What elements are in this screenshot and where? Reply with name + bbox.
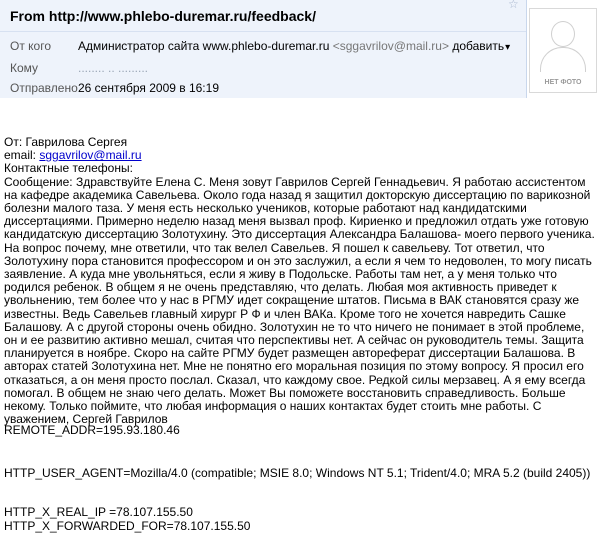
sent-label: Отправлено (10, 81, 78, 95)
from-value (78, 39, 510, 53)
message-header (0, 0, 527, 98)
message-subject: From http://www.phlebo-duremar.ru/feedback/ (10, 8, 316, 24)
sent-date: 26 сентября 2009 в 16:19 (78, 81, 219, 95)
add-contact-link[interactable]: добавить ▾ (452, 39, 510, 53)
message-body (4, 136, 596, 426)
to-value: ........ .. ......... (78, 61, 149, 75)
contact-photo (529, 8, 597, 93)
avatar-placeholder-icon (551, 21, 575, 47)
to-label: Кому (10, 61, 39, 75)
from-row (0, 35, 526, 57)
remote-addr: REMOTE_ADDR=195.93.180.46 (4, 423, 180, 437)
body-message: Сообщение: Здравствуйте Елена С. Меня зовут Гаврилов Сергей Геннадьевич. Я работаю ассистентом на кафедре академика Савельева. Около года назад я защитил докторскую диссертацию по варикозной болезни малого таза. У меня есть несколько учеников, которые работают над кандидатскими диссертациями. Примерно неделю назад меня вызвал проф. Кириенко и предложил отдать уже готовую кандидатскую диссертацию Золотухину. Это диссертация Александра Балашова- моего первого ученика. На вопрос почему, мне ответили, что так велел Савельев. Я пошел к савельеву. Тот ответил, что Золотухину пора становится профессором и он это заслужил, а если я чем то недоволен, то могу писать заявление. А куда мне увольняться, если я живу в Подольске. Работы там нет, а у меня только что родился ребенок. В общем я не очень представляю, что делать. Любая моя активность приведет к увольнению, тем более что у нас в РГМУ идет сокращение штатов. Письма в ВАК становятся сразу же известны. Ведь Савельев главный хирург Р Ф и член ВАКа. Кроме того не хочется навредить Сашке Балашову. А с другой стороны очень обидно. Золотухин не то что ничего не понимает в этой проблеме, он и ее развитию активно мешал, считая что перспективы нет. А сейчас он руководитель темы. Защита планируется в ноябре. Скоро на сайте РГМУ будет размещен автореферат диссертации Балашова. В авторах статей Золотухина нет. Мне не понятно его моральная позиция по этому вопросу. Я просил его отказаться, а он меня просто послал. Сказал, что каждому свое. Редкой силы мерзавец. А я ему всегда помогал. В общем не знаю чего делать. Может Вы поможете восстановить справедливость. Больше некому. Только поймите, что любая информация о наших контактах будет стоить мне работы. С уважением, Сергей Гаврилов (4, 174, 595, 427)
subject-bar (0, 0, 526, 32)
to-row (0, 57, 526, 79)
sent-row (0, 77, 526, 99)
sender-name: Администратор сайта www.phlebo-duremar.ru (78, 39, 330, 53)
from-label: От кого (10, 39, 52, 53)
body-from-line: От: Гаврилова Сергея (4, 135, 128, 149)
sender-email: <sggavrilov@mail.ru> (332, 39, 449, 53)
email-label: email: (4, 148, 37, 163)
email-link[interactable]: sggavrilov@mail.ru (39, 148, 142, 163)
user-agent: HTTP_USER_AGENT=Mozilla/4.0 (compatible; MSIE 8.0; Windows NT 5.1; Trident/4.0; MRA 5.2 (build 2405)) (4, 466, 591, 480)
star-icon[interactable]: ☆ (508, 0, 519, 8)
no-photo-caption: НЕТ ФОТО (544, 79, 582, 86)
avatar-shoulders (540, 47, 586, 72)
forwarded-for: HTTP_X_FORWARDED_FOR=78.107.155.50 (4, 519, 251, 533)
body-phones: Контактные телефоны: (4, 161, 133, 176)
real-ip: HTTP_X_REAL_IP =78.107.155.50 (4, 505, 193, 519)
